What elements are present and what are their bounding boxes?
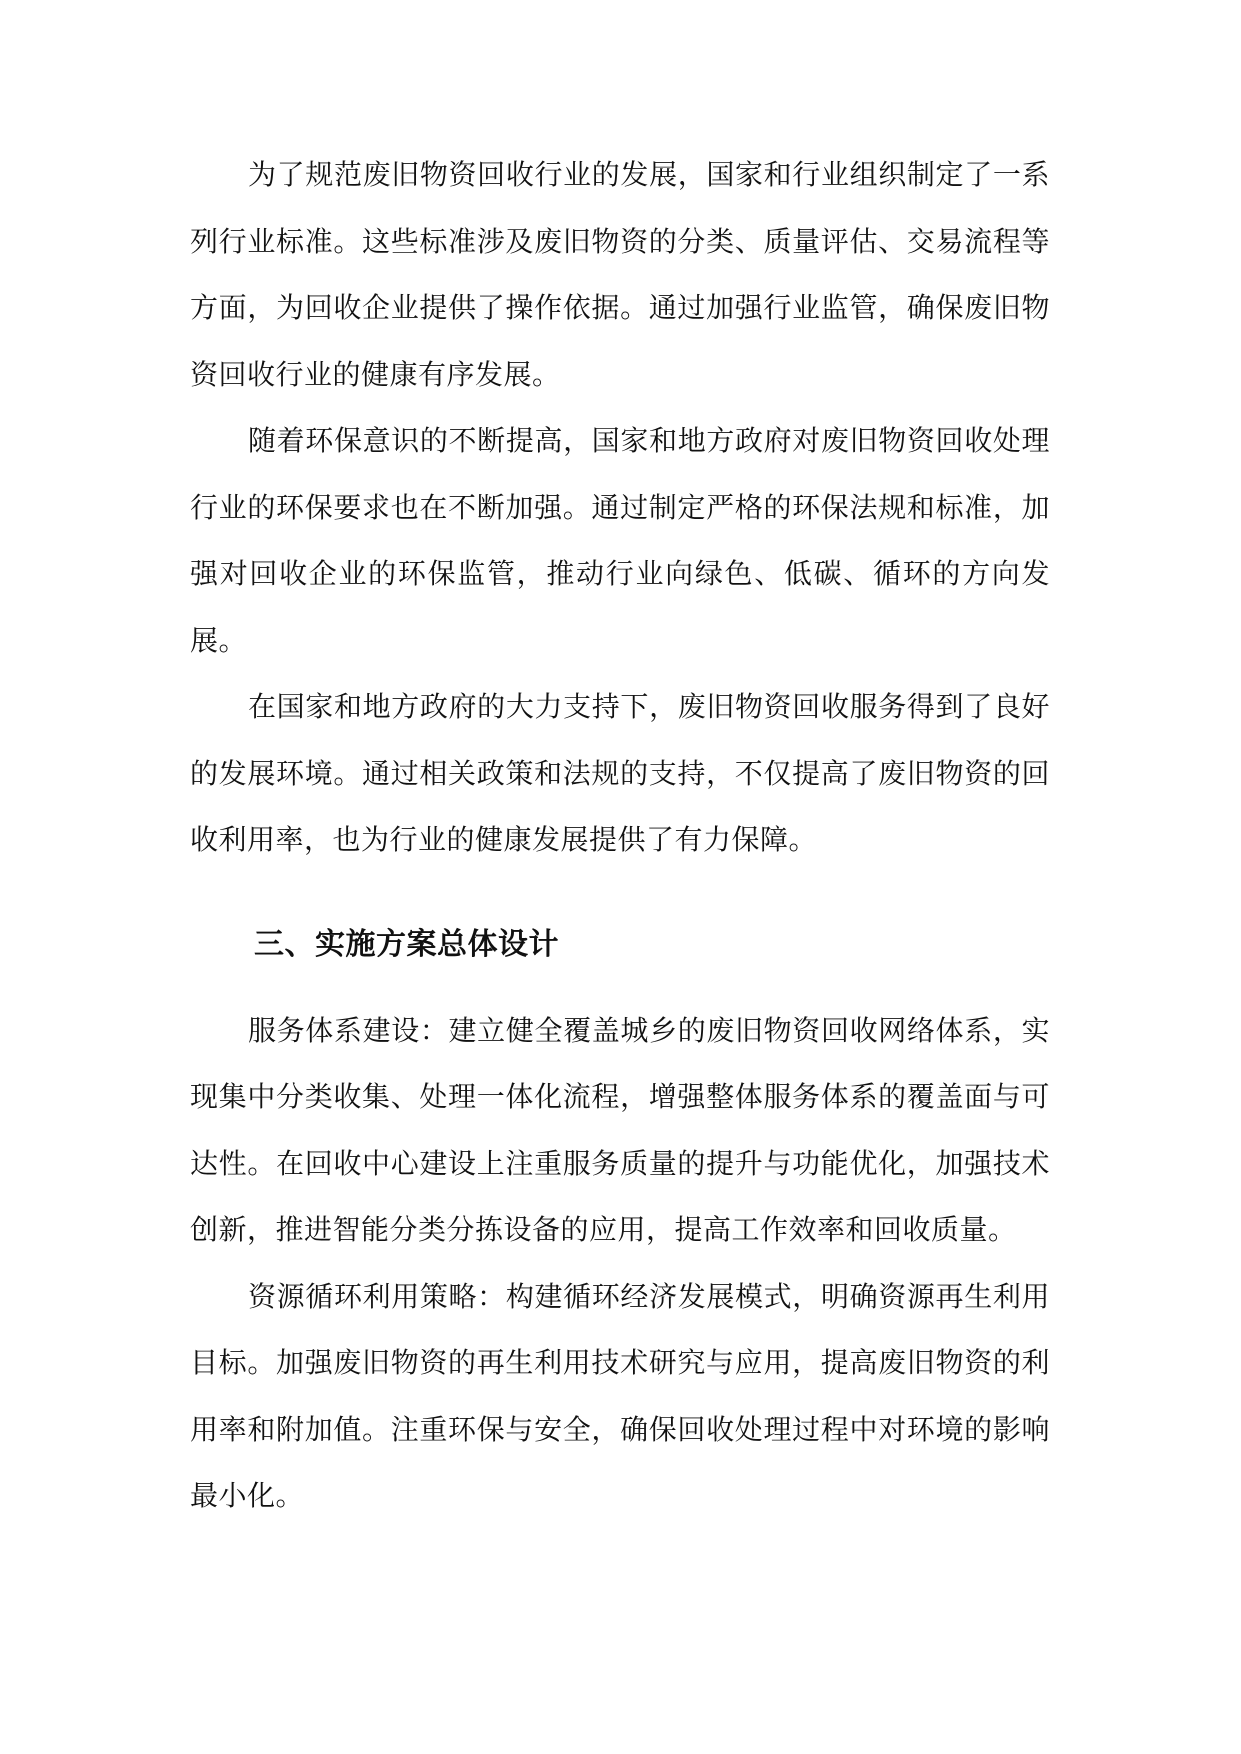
spacer [190,980,1050,998]
spacer [190,874,1050,910]
paragraph-environmental-requirements: 随着环保意识的不断提高，国家和地方政府对废旧物资回收处理行业的环保要求也在不断加强。通过制定严格的环保法规和标准，加强对回收企业的环保监管，推动行业向绿色、低碳、循环的方向发展。 [190,424,1050,657]
paragraph-industry-standards: 为了规范废旧物资回收行业的发展，国家和行业组织制定了一系列行业标准。这些标准涉及废旧物资的分类、质量评估、交易流程等方面，为回收企业提供了操作依据。通过加强行业监管，确保废旧物资回收行业的健康有序发展。 [190,158,1050,391]
paragraph-service-system: 服务体系建设：建立健全覆盖城乡的废旧物资回收网络体系，实现集中分类收集、处理一体化流程，增强整体服务体系的覆盖面与可达性。在回收中心建设上注重服务质量的提升与功能优化，加强技术创新，推进智能分类分拣设备的应用，提高工作效率和回收质量。 [190,1013,1050,1246]
paragraph-policy-support: 在国家和地方政府的大力支持下，废旧物资回收服务得到了良好的发展环境。通过相关政策和法规的支持，不仅提高了废旧物资的回收利用率，也为行业的健康发展提供了有力保障。 [190,690,1050,856]
document-body [190,142,1050,1530]
paragraph-resource-recycling: 资源循环利用策略：构建循环经济发展模式，明确资源再生利用目标。加强废旧物资的再生利用技术研究与应用，提高废旧物资的利用率和附加值。注重环保与安全，确保回收处理过程中对环境的影响最小化。 [190,1279,1050,1512]
section-heading: 三、实施方案总体设计 [254,926,559,962]
